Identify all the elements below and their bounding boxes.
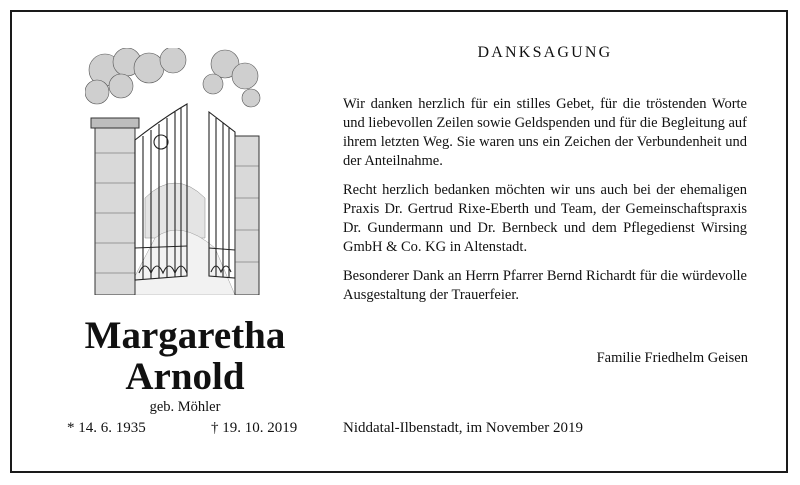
- deceased-first-name: Margaretha: [84, 314, 286, 357]
- maiden-name: geb. Möhler: [149, 399, 221, 415]
- deceased-last-name: Arnold: [125, 355, 245, 398]
- thanks-paragraph-2: Recht herzlich bedanken möchten wir uns auch bei der ehemaligen Praxis Dr. Gertrud Rixe-Eberth und Team, der Gemeinschaftspraxis Dr. Gundermann und Dr. Bernbeck und dem Pflegedienst Wirsing GmbH & Co. KG in Altenstadt.: [343, 182, 747, 255]
- birth-date: * 14. 6. 1935: [67, 420, 146, 436]
- death-date: † 19. 10. 2019: [211, 420, 298, 436]
- thanks-paragraph-1: Wir danken herzlich für ein stilles Gebet, für die tröstenden Worte und liebevollen Zeilen sowie Geldspenden und für die Begleitung auf ihrem letzten Weg. Sie waren uns ein Zeichen der Verbundenheit und der Anteilnahme.: [343, 96, 747, 169]
- notice-heading: DANKSAGUNG: [477, 44, 613, 61]
- thanks-paragraph-3: Besonderer Dank an Herrn Pfarrer Bernd Richardt für die würdevolle Ausgestaltung der Trauerfeier.: [343, 268, 747, 303]
- garden-gate-illustration: [85, 48, 263, 295]
- family-signature: Familie Friedhelm Geisen: [596, 350, 748, 366]
- place-and-date: Niddatal-Ilbenstadt, im November 2019: [343, 420, 583, 436]
